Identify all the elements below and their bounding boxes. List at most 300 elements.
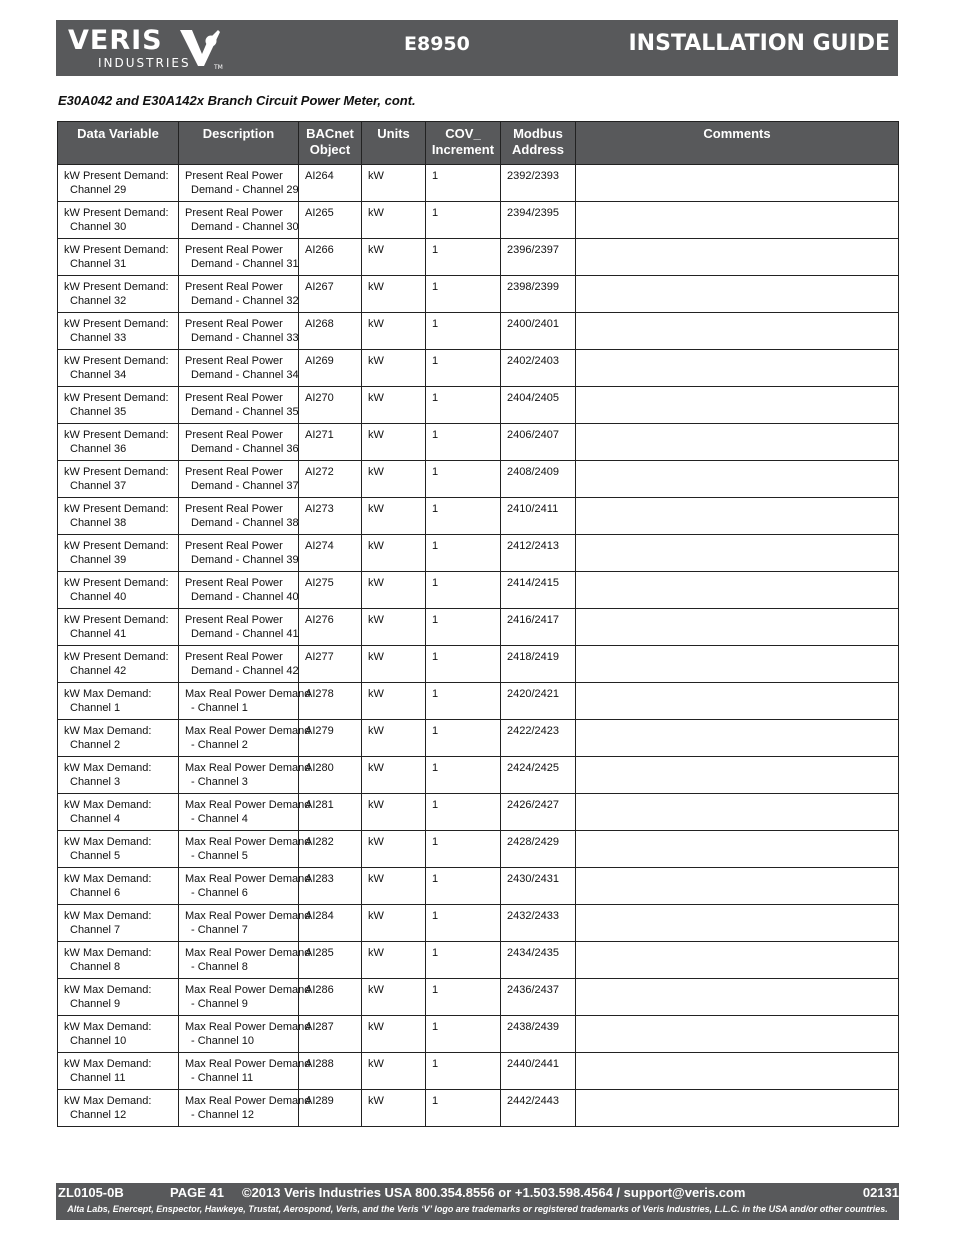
modbus-address-cell xyxy=(501,1053,576,1090)
data-variable-cell xyxy=(58,461,179,498)
cell-text: kW Max Demand: xyxy=(64,873,152,885)
cell-text: kW xyxy=(368,1021,384,1033)
logo-trademark: TM xyxy=(214,64,223,71)
column-header-line: Modbus xyxy=(513,126,563,141)
comments-cell xyxy=(576,572,899,609)
cell-text: 1 xyxy=(432,170,439,182)
cell-text: 1 xyxy=(432,281,439,293)
cov-increment-cell xyxy=(426,831,501,868)
bacnet-object-cell xyxy=(299,979,362,1016)
units-cell xyxy=(362,498,426,535)
bacnet-object-cell xyxy=(299,757,362,794)
comments-cell xyxy=(576,202,899,239)
table-row xyxy=(58,572,899,609)
cov-increment-cell xyxy=(426,313,501,350)
description-cell xyxy=(179,794,311,831)
header-bar xyxy=(56,20,898,76)
column-header-line: COV_ xyxy=(445,126,481,141)
modbus-address-cell xyxy=(501,794,576,831)
modbus-address-cell xyxy=(501,683,576,720)
cell-text: 2408/2409 xyxy=(507,466,559,478)
description-cell xyxy=(179,276,299,313)
bacnet-object-cell xyxy=(299,794,362,831)
cell-text: 2434/2435 xyxy=(507,947,559,959)
cell-text: 1 xyxy=(432,688,439,700)
cell-text: - Channel 10 xyxy=(191,1035,254,1047)
cell-text: Present Real Power xyxy=(185,170,283,182)
cell-text: AI284 xyxy=(305,910,334,922)
cell-text: AI278 xyxy=(305,688,334,700)
description-cell xyxy=(179,572,299,609)
comments-cell xyxy=(576,239,899,276)
cell-text: kW Max Demand: xyxy=(64,725,152,737)
cell-text: Max Real Power Demand xyxy=(185,873,311,885)
cell-text: Channel 33 xyxy=(70,332,127,344)
cell-text: 2440/2441 xyxy=(507,1058,559,1070)
cov-increment-cell xyxy=(426,905,501,942)
cell-text: kW xyxy=(368,725,384,737)
cell-text: Channel 30 xyxy=(70,221,127,233)
cell-text: Present Real Power xyxy=(185,281,283,293)
cell-text: 1 xyxy=(432,429,439,441)
data-variable-cell xyxy=(58,905,179,942)
cell-text: kW xyxy=(368,540,384,552)
description-cell xyxy=(179,239,299,276)
cell-text: kW Present Demand: xyxy=(64,429,169,441)
cell-text: AI272 xyxy=(305,466,334,478)
cov-increment-cell xyxy=(426,498,501,535)
data-variable-cell xyxy=(58,831,179,868)
data-variable-cell xyxy=(58,868,179,905)
description-cell xyxy=(179,720,311,757)
description-cell xyxy=(179,609,299,646)
cell-text: AI268 xyxy=(305,318,334,330)
description-cell xyxy=(179,1090,311,1127)
units-cell xyxy=(362,202,426,239)
cell-text: kW xyxy=(368,392,384,404)
cell-text: kW Present Demand: xyxy=(64,651,169,663)
description-cell xyxy=(179,683,311,720)
description-cell xyxy=(179,1053,311,1090)
cell-text: - Channel 6 xyxy=(191,887,248,899)
column-header xyxy=(501,122,576,165)
cell-text: AI270 xyxy=(305,392,334,404)
table-row xyxy=(58,498,899,535)
cell-text: 2400/2401 xyxy=(507,318,559,330)
cell-text: AI288 xyxy=(305,1058,334,1070)
units-cell xyxy=(362,276,426,313)
cell-text: Present Real Power xyxy=(185,318,283,330)
table-row xyxy=(58,794,899,831)
comments-cell xyxy=(576,535,899,572)
cell-text: 2418/2419 xyxy=(507,651,559,663)
description-cell xyxy=(179,535,299,572)
cell-text: kW xyxy=(368,281,384,293)
comments-cell xyxy=(576,1016,899,1053)
cell-text: kW Max Demand: xyxy=(64,1058,152,1070)
cell-text: kW Max Demand: xyxy=(64,688,152,700)
table-header-row xyxy=(58,122,899,165)
table-row xyxy=(58,202,899,239)
cell-text: kW Present Demand: xyxy=(64,281,169,293)
bacnet-object-cell xyxy=(299,646,362,683)
cell-text: kW xyxy=(368,1058,384,1070)
data-variable-cell xyxy=(58,757,179,794)
bacnet-object-cell xyxy=(299,1090,362,1127)
cell-text: Present Real Power xyxy=(185,244,283,256)
cell-text: kW Max Demand: xyxy=(64,947,152,959)
cov-increment-cell xyxy=(426,1090,501,1127)
column-header-line: Description xyxy=(202,126,275,141)
cell-text: 1 xyxy=(432,799,439,811)
cell-text: Present Real Power xyxy=(185,540,283,552)
cell-text: kW xyxy=(368,207,384,219)
cell-text: 1 xyxy=(432,207,439,219)
cell-text: Demand - Channel 30 xyxy=(191,221,299,233)
cell-text: Max Real Power Demand xyxy=(185,1058,311,1070)
units-cell xyxy=(362,165,426,202)
cell-text: AI280 xyxy=(305,762,334,774)
cov-increment-cell xyxy=(426,757,501,794)
description-cell xyxy=(179,165,299,202)
cell-text: 2430/2431 xyxy=(507,873,559,885)
section-title: E30A042 and E30A142x Branch Circuit Power Meter, cont. xyxy=(58,93,416,108)
comments-cell xyxy=(576,350,899,387)
cell-text: Max Real Power Demand xyxy=(185,947,311,959)
cell-text: Demand - Channel 38 xyxy=(191,517,299,529)
column-header xyxy=(299,122,362,165)
cov-increment-cell xyxy=(426,572,501,609)
data-variable-cell xyxy=(58,165,179,202)
modbus-address-cell xyxy=(501,350,576,387)
description-cell xyxy=(179,979,311,1016)
cell-text: kW Present Demand: xyxy=(64,392,169,404)
cell-text: 2420/2421 xyxy=(507,688,559,700)
cell-text: - Channel 8 xyxy=(191,961,248,973)
comments-cell xyxy=(576,757,899,794)
cell-text: Max Real Power Demand xyxy=(185,762,311,774)
veris-v-logo-icon xyxy=(178,28,222,68)
units-cell xyxy=(362,350,426,387)
bacnet-object-cell xyxy=(299,165,362,202)
data-variable-cell xyxy=(58,572,179,609)
column-header-line: Comments xyxy=(703,126,771,141)
comments-cell xyxy=(576,720,899,757)
document-id: ZL0105-0B xyxy=(58,1185,124,1200)
cell-text: AI275 xyxy=(305,577,334,589)
description-cell xyxy=(179,646,299,683)
description-cell xyxy=(179,498,299,535)
cell-text: Max Real Power Demand xyxy=(185,984,311,996)
cell-text: Channel 32 xyxy=(70,295,127,307)
bacnet-object-cell xyxy=(299,313,362,350)
cell-text: 1 xyxy=(432,762,439,774)
modbus-address-cell xyxy=(501,276,576,313)
table-row xyxy=(58,424,899,461)
cell-text: 1 xyxy=(432,1021,439,1033)
cell-text: kW Present Demand: xyxy=(64,577,169,589)
units-cell xyxy=(362,1016,426,1053)
description-cell xyxy=(179,1016,311,1053)
modbus-address-cell xyxy=(501,1016,576,1053)
cell-text: 1 xyxy=(432,355,439,367)
data-table xyxy=(57,121,899,1127)
cell-text: 2428/2429 xyxy=(507,836,559,848)
bacnet-object-cell xyxy=(299,1053,362,1090)
cell-text: 2438/2439 xyxy=(507,1021,559,1033)
table-row xyxy=(58,387,899,424)
table-row xyxy=(58,979,899,1016)
cell-text: 2416/2417 xyxy=(507,614,559,626)
modbus-address-cell xyxy=(501,239,576,276)
units-cell xyxy=(362,942,426,979)
comments-cell xyxy=(576,165,899,202)
cell-text: 1 xyxy=(432,725,439,737)
cell-text: kW Present Demand: xyxy=(64,614,169,626)
description-cell xyxy=(179,461,299,498)
cell-text: Channel 38 xyxy=(70,517,127,529)
table-row xyxy=(58,276,899,313)
description-cell xyxy=(179,387,299,424)
cov-increment-cell xyxy=(426,720,501,757)
description-cell xyxy=(179,831,311,868)
page-number: PAGE 41 xyxy=(170,1185,224,1200)
cell-text: Demand - Channel 31 xyxy=(191,258,299,270)
modbus-address-cell xyxy=(501,905,576,942)
cov-increment-cell xyxy=(426,424,501,461)
cov-increment-cell xyxy=(426,1053,501,1090)
cov-increment-cell xyxy=(426,239,501,276)
cell-text: Present Real Power xyxy=(185,577,283,589)
data-variable-cell xyxy=(58,239,179,276)
modbus-address-cell xyxy=(501,461,576,498)
cell-text: 1 xyxy=(432,910,439,922)
cell-text: - Channel 3 xyxy=(191,776,248,788)
cell-text: 1 xyxy=(432,318,439,330)
cell-text: 2414/2415 xyxy=(507,577,559,589)
units-cell xyxy=(362,572,426,609)
cell-text: 2392/2393 xyxy=(507,170,559,182)
cell-text: kW Max Demand: xyxy=(64,1021,152,1033)
cell-text: 2410/2411 xyxy=(507,503,559,515)
column-header-line: Units xyxy=(377,126,410,141)
bacnet-object-cell xyxy=(299,239,362,276)
cell-text: AI276 xyxy=(305,614,334,626)
cell-text: 2436/2437 xyxy=(507,984,559,996)
cell-text: AI285 xyxy=(305,947,334,959)
cov-increment-cell xyxy=(426,683,501,720)
column-header-line: Increment xyxy=(431,142,495,157)
cell-text: kW Max Demand: xyxy=(64,1095,152,1107)
cell-text: Channel 34 xyxy=(70,369,127,381)
cell-text: 1 xyxy=(432,651,439,663)
table-row xyxy=(58,868,899,905)
bacnet-object-cell xyxy=(299,1016,362,1053)
table-row xyxy=(58,535,899,572)
cell-text: AI283 xyxy=(305,873,334,885)
modbus-address-cell xyxy=(501,498,576,535)
cell-text: kW xyxy=(368,244,384,256)
cell-text: kW xyxy=(368,651,384,663)
modbus-address-cell xyxy=(501,202,576,239)
cell-text: Max Real Power Demand xyxy=(185,1095,311,1107)
comments-cell xyxy=(576,498,899,535)
cell-text: kW Present Demand: xyxy=(64,503,169,515)
comments-cell xyxy=(576,979,899,1016)
cell-text: AI277 xyxy=(305,651,334,663)
cell-text: Channel 31 xyxy=(70,258,127,270)
modbus-address-cell xyxy=(501,165,576,202)
cell-text: Channel 11 xyxy=(70,1072,126,1084)
table-row xyxy=(58,942,899,979)
units-cell xyxy=(362,646,426,683)
comments-cell xyxy=(576,461,899,498)
cell-text: 1 xyxy=(432,577,439,589)
date-code: 02131 xyxy=(862,1185,899,1200)
units-cell xyxy=(362,239,426,276)
data-variable-cell xyxy=(58,424,179,461)
bacnet-object-cell xyxy=(299,276,362,313)
cell-text: 2426/2427 xyxy=(507,799,559,811)
cell-text: kW xyxy=(368,688,384,700)
column-header xyxy=(426,122,501,165)
bacnet-object-cell xyxy=(299,461,362,498)
cell-text: kW Present Demand: xyxy=(64,318,169,330)
modbus-address-cell xyxy=(501,757,576,794)
units-cell xyxy=(362,868,426,905)
cov-increment-cell xyxy=(426,387,501,424)
modbus-address-cell xyxy=(501,387,576,424)
cell-text: Demand - Channel 39 xyxy=(191,554,299,566)
cell-text: Channel 29 xyxy=(70,184,127,196)
data-variable-cell xyxy=(58,1016,179,1053)
footer-bar xyxy=(56,1183,899,1220)
units-cell xyxy=(362,757,426,794)
data-variable-cell xyxy=(58,387,179,424)
bacnet-object-cell xyxy=(299,498,362,535)
modbus-address-cell xyxy=(501,535,576,572)
cov-increment-cell xyxy=(426,979,501,1016)
description-cell xyxy=(179,868,311,905)
cell-text: Present Real Power xyxy=(185,392,283,404)
cell-text: kW xyxy=(368,799,384,811)
comments-cell xyxy=(576,868,899,905)
cell-text: 1 xyxy=(432,503,439,515)
units-cell xyxy=(362,424,426,461)
bacnet-object-cell xyxy=(299,572,362,609)
cov-increment-cell xyxy=(426,535,501,572)
column-header-line: Data Variable xyxy=(77,126,159,141)
cell-text: Demand - Channel 34 xyxy=(191,369,299,381)
cell-text: AI273 xyxy=(305,503,334,515)
cell-text: - Channel 11 xyxy=(191,1072,254,1084)
data-variable-cell xyxy=(58,979,179,1016)
cell-text: 1 xyxy=(432,1095,439,1107)
cell-text: Channel 7 xyxy=(70,924,121,936)
cell-text: 2432/2433 xyxy=(507,910,559,922)
bacnet-object-cell xyxy=(299,609,362,646)
cell-text: kW Max Demand: xyxy=(64,762,152,774)
cell-text: kW xyxy=(368,355,384,367)
units-cell xyxy=(362,1090,426,1127)
column-header xyxy=(58,122,179,165)
comments-cell xyxy=(576,905,899,942)
cell-text: kW xyxy=(368,947,384,959)
modbus-address-cell xyxy=(501,942,576,979)
units-cell xyxy=(362,387,426,424)
table-row xyxy=(58,313,899,350)
cell-text: Channel 2 xyxy=(70,739,121,751)
cell-text: AI282 xyxy=(305,836,334,848)
cell-text: kW Present Demand: xyxy=(64,540,169,552)
cell-text: Demand - Channel 41 xyxy=(191,628,299,640)
cell-text: Demand - Channel 42 xyxy=(191,665,299,677)
cell-text: AI287 xyxy=(305,1021,334,1033)
comments-cell xyxy=(576,313,899,350)
cell-text: 1 xyxy=(432,873,439,885)
cell-text: 2422/2423 xyxy=(507,725,559,737)
cell-text: 2412/2413 xyxy=(507,540,559,552)
bacnet-object-cell xyxy=(299,387,362,424)
bacnet-object-cell xyxy=(299,942,362,979)
copyright-contact: ©2013 Veris Industries USA 800.354.8556 or +1.503.598.4564 / support@veris.com xyxy=(242,1185,746,1200)
cell-text: Channel 40 xyxy=(70,591,127,603)
cell-text: kW xyxy=(368,836,384,848)
units-cell xyxy=(362,905,426,942)
bacnet-object-cell xyxy=(299,350,362,387)
comments-cell xyxy=(576,609,899,646)
cell-text: kW xyxy=(368,762,384,774)
table-row xyxy=(58,720,899,757)
cell-text: kW Present Demand: xyxy=(64,207,169,219)
cell-text: 1 xyxy=(432,540,439,552)
cell-text: Present Real Power xyxy=(185,466,283,478)
cell-text: Max Real Power Demand xyxy=(185,725,311,737)
data-variable-cell xyxy=(58,202,179,239)
units-cell xyxy=(362,313,426,350)
cell-text: Max Real Power Demand xyxy=(185,910,311,922)
units-cell xyxy=(362,720,426,757)
cell-text: kW Max Demand: xyxy=(64,910,152,922)
units-cell xyxy=(362,979,426,1016)
cell-text: - Channel 12 xyxy=(191,1109,254,1121)
cell-text: - Channel 5 xyxy=(191,850,248,862)
cell-text: 2404/2405 xyxy=(507,392,559,404)
data-variable-cell xyxy=(58,942,179,979)
cell-text: kW xyxy=(368,170,384,182)
cell-text: kW Present Demand: xyxy=(64,355,169,367)
cell-text: Present Real Power xyxy=(185,614,283,626)
cell-text: 2424/2425 xyxy=(507,762,559,774)
cell-text: 2398/2399 xyxy=(507,281,559,293)
cell-text: - Channel 4 xyxy=(191,813,248,825)
comments-cell xyxy=(576,646,899,683)
model-number: E8950 xyxy=(404,33,470,55)
cov-increment-cell xyxy=(426,942,501,979)
modbus-address-cell xyxy=(501,868,576,905)
bacnet-object-cell xyxy=(299,202,362,239)
comments-cell xyxy=(576,683,899,720)
comments-cell xyxy=(576,942,899,979)
cell-text: Demand - Channel 32 xyxy=(191,295,299,307)
cell-text: AI289 xyxy=(305,1095,334,1107)
cell-text: 2406/2407 xyxy=(507,429,559,441)
cell-text: - Channel 9 xyxy=(191,998,248,1010)
units-cell xyxy=(362,794,426,831)
cell-text: kW Max Demand: xyxy=(64,836,152,848)
modbus-address-cell xyxy=(501,979,576,1016)
cell-text: Channel 3 xyxy=(70,776,121,788)
